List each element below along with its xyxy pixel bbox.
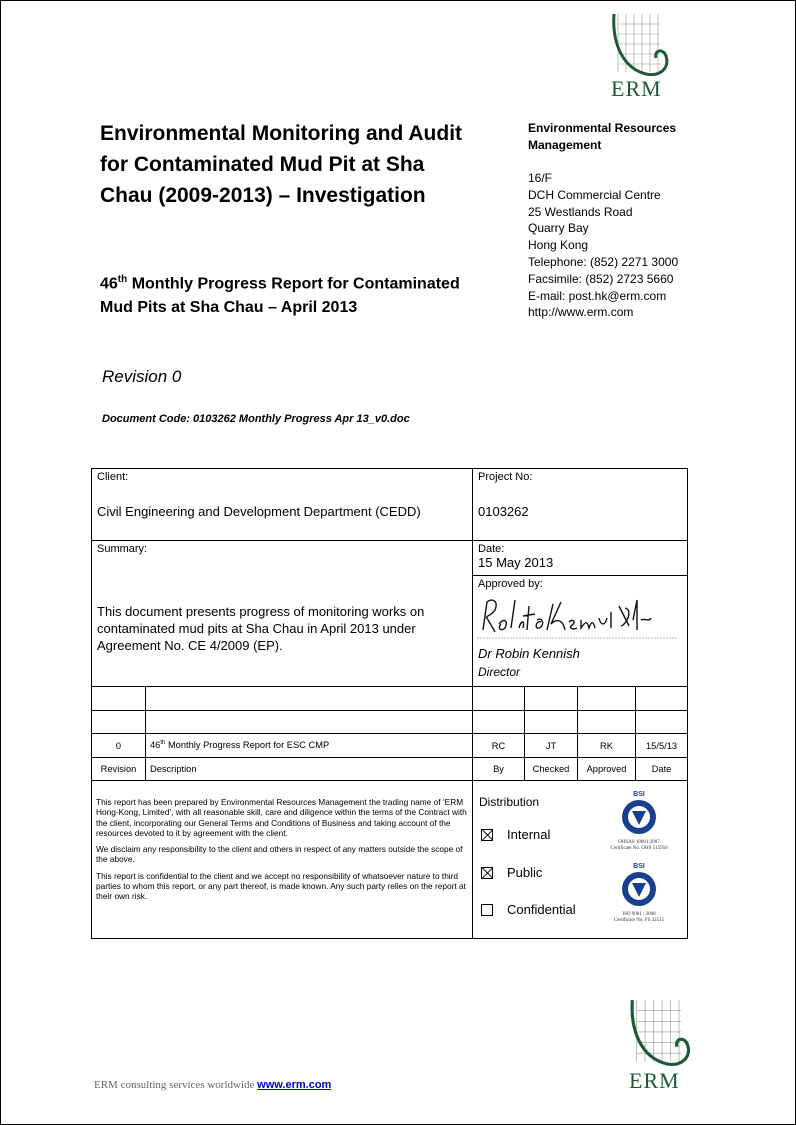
- address-line: 25 Westlands Road: [528, 204, 633, 219]
- disclaimer-cell: [92, 781, 473, 939]
- header-revision: Revision: [92, 758, 146, 781]
- email: E-mail: post.hk@erm.com: [528, 288, 667, 303]
- empty-cell: [578, 687, 636, 711]
- summary-label: Summary:: [97, 543, 148, 555]
- client-value: Civil Engineering and Development Department (CEDD): [97, 504, 421, 519]
- website: http://www.erm.com: [528, 305, 634, 320]
- rev-description: [146, 734, 473, 758]
- empty-cell: [636, 711, 688, 734]
- telephone: Telephone: (852) 2271 3000: [528, 254, 679, 269]
- rev-desc-ordinal: th: [160, 740, 166, 747]
- cert1-line1: OHSAS 18001:2007: [618, 840, 660, 845]
- confidential-checkbox[interactable]: [481, 904, 493, 916]
- rev-desc-number: 46: [150, 740, 161, 751]
- public-label: Public: [507, 865, 543, 880]
- header-by: By: [473, 758, 525, 781]
- client-label: Client:: [97, 471, 129, 483]
- approver-title: Director: [478, 665, 521, 679]
- distribution-option-confidential[interactable]: [481, 902, 576, 917]
- signature-icon: [473, 590, 678, 644]
- rev-number: 0: [92, 734, 146, 758]
- svg-text:BSI: BSI: [633, 791, 645, 798]
- footer: [94, 1079, 331, 1091]
- rev-checked: JT: [525, 734, 578, 758]
- signature: [473, 590, 687, 646]
- document-control-table: [91, 468, 688, 939]
- project-label: Project No:: [478, 471, 533, 483]
- summary-text: This document presents progress of monitoring works on contaminated mud pits at Sha Chau in April 2013 under Agreement No. CE 4/2009 (EP).: [97, 604, 425, 653]
- rev-date: 15/5/13: [636, 734, 688, 758]
- public-checkbox[interactable]: [481, 867, 493, 879]
- header-row: [92, 758, 688, 781]
- confidential-label: Confidential: [507, 902, 576, 917]
- empty-cell: [473, 687, 525, 711]
- cert2-line1: ISO 9001 : 2008: [622, 912, 656, 917]
- address-line: Hong Kong: [528, 238, 589, 253]
- bsi-kitemark-icon: [619, 861, 659, 909]
- footer-link[interactable]: www.erm.com: [257, 1079, 332, 1091]
- subtitle-ordinal: th: [117, 274, 128, 285]
- erm-emblem-icon: [626, 998, 696, 1068]
- document-title: Environmental Monitoring and Audit for Contaminated Mud Pit at Sha Chau (2009-2013) – Investigation: [100, 122, 463, 207]
- erm-emblem-icon: [608, 12, 674, 78]
- approved-label: Approved by:: [478, 578, 543, 590]
- rev-by: RC: [473, 734, 525, 758]
- address-line: 16/F: [528, 171, 553, 185]
- empty-cell: [636, 687, 688, 711]
- empty-cell: [92, 711, 146, 734]
- cert2-line2: Certificate No. FS 32515: [613, 918, 665, 923]
- client-cell: [92, 469, 473, 541]
- rev-approved: RK: [578, 734, 636, 758]
- empty-cell: [146, 687, 473, 711]
- date-approval-cell: [473, 541, 688, 687]
- revision-label: Revision 0: [102, 367, 182, 386]
- address-line: DCH Commercial Centre: [528, 187, 661, 202]
- empty-cell: [473, 711, 525, 734]
- erm-logo-text: ERM: [629, 1068, 680, 1093]
- facsimile: Facsimile: (852) 2723 5660: [528, 271, 674, 286]
- project-value: 0103262: [478, 504, 529, 519]
- distribution-cell: [473, 781, 688, 939]
- address-line: Quarry Bay: [528, 221, 589, 236]
- company-name: Environmental Resources Management: [528, 121, 677, 152]
- empty-cell: [525, 687, 578, 711]
- empty-cell: [92, 687, 146, 711]
- erm-logo-text: ERM: [611, 76, 662, 101]
- bsi-ohsas-certificate: [599, 789, 679, 852]
- distribution-option-internal[interactable]: [481, 827, 550, 842]
- header-date: Date: [636, 758, 688, 781]
- project-cell: [473, 469, 688, 541]
- distribution-label: Distribution: [479, 795, 540, 809]
- approver-name: Dr Robin Kennish: [478, 646, 580, 661]
- disclaimer-paragraph: This report has been prepared by Environmental Resources Management the trading name of ‘ERM Hong-Kong, Limited’, with all reasonable skill, care and diligence within the terms of the Contract with the client, incorporating our General Terms and Conditions of Business and taking account of the resources devoted to it by agreement with the client.: [96, 797, 467, 838]
- disclaimer-paragraph: This report is confidential to the client and we accept no responsibility of whatsoever nature to third parties to whom this report, or any part thereof, is made known. Any such party relies on the report at their own risk.: [96, 870, 466, 902]
- date-label: Date:: [478, 543, 505, 555]
- internal-checkbox[interactable]: [481, 829, 493, 841]
- cert1-line2: Certificate No. OHS 515956: [610, 846, 668, 851]
- document-subtitle: [100, 268, 460, 320]
- subtitle-number: 46: [100, 275, 118, 293]
- document-code: Document Code: 0103262 Monthly Progress Apr 13_v0.doc: [102, 413, 410, 425]
- bsi-iso-certificate: [599, 861, 679, 924]
- header-description: Description: [146, 758, 473, 781]
- erm-logo-top: [608, 12, 674, 102]
- date-value: 15 May 2013: [478, 555, 554, 570]
- erm-logo-bottom: [626, 998, 696, 1094]
- empty-cell: [146, 711, 473, 734]
- company-address: [528, 170, 748, 321]
- internal-label: Internal: [507, 827, 551, 842]
- footer-text: ERM consulting services worldwide: [94, 1079, 258, 1091]
- distribution-option-public[interactable]: [481, 865, 542, 880]
- empty-cell: [525, 711, 578, 734]
- subtitle-text: Monthly Progress Report for Contaminated Mud Pits at Sha Chau – April 2013: [100, 275, 460, 317]
- summary-cell: [92, 541, 473, 687]
- disclaimer-paragraph: We disclaim any responsibility to the client and others in respect of any matters outside the scope of the above.: [96, 844, 463, 865]
- svg-text:BSI: BSI: [633, 863, 645, 870]
- bsi-kitemark-icon: [619, 789, 659, 837]
- header-approved: Approved: [578, 758, 636, 781]
- empty-cell: [578, 711, 636, 734]
- rev-desc-text: Monthly Progress Report for ESC CMP: [165, 740, 330, 751]
- header-checked: Checked: [525, 758, 578, 781]
- revision-row: [92, 734, 688, 758]
